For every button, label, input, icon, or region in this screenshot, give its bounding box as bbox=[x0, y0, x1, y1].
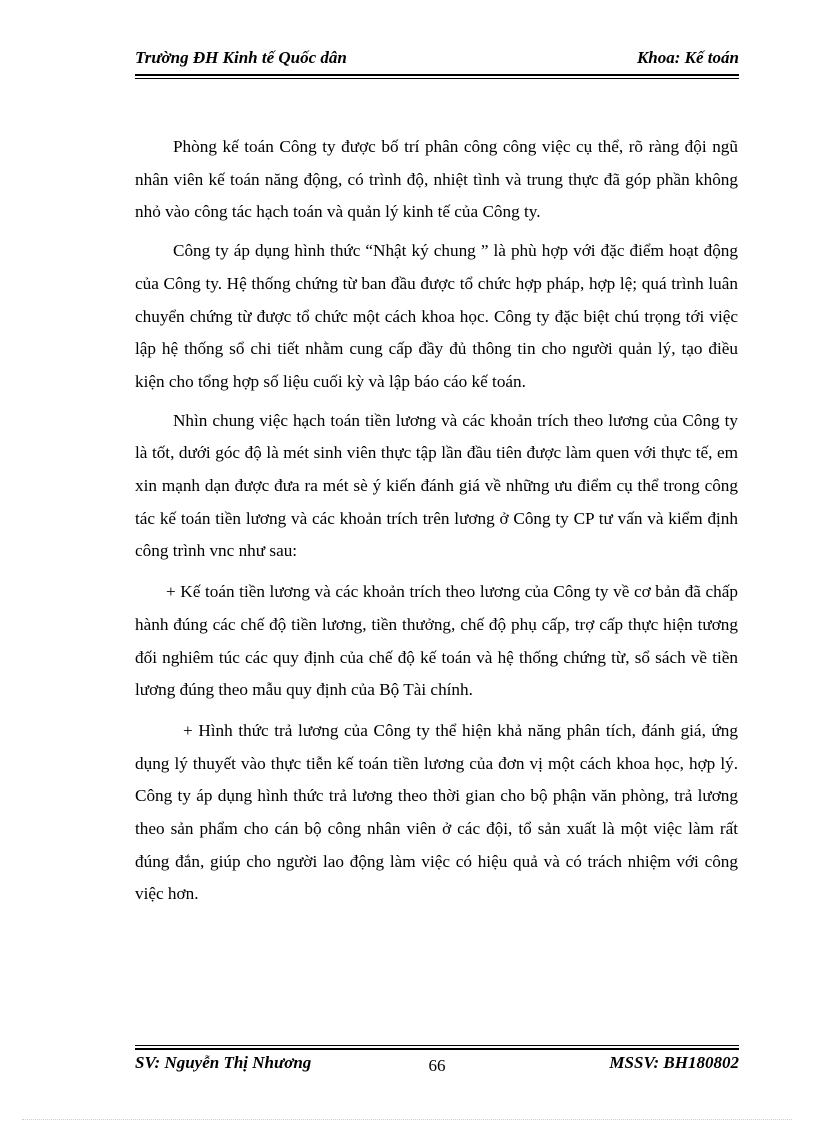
page-bottom-edge bbox=[22, 1119, 792, 1120]
page-header bbox=[135, 48, 739, 74]
paragraph-accounting-department: Phòng kế toán Công ty được bố trí phân công công việc cụ thể, rõ ràng đội ngũ nhân viên kế toán năng động, có trình độ, nhiệt tình và trung thực đã góp phần không nhỏ vào công tác hạch toán và quản lý kinh tế của Công ty. bbox=[135, 137, 738, 222]
paragraph-bullet-payment-form: + Hình thức trả lương của Công ty thể hiện khả năng phân tích, đánh giá, ứng dụng lý thuyết vào thực tiễn kế toán tiền lương của đơn vị một cách khoa học, hợp lý. Công ty áp dụng hình thức trả lương theo thời gian cho bộ phận văn phòng, trả lương theo sản phẩm cho cán bộ công nhân viên ở các đội, tổ sản xuất là một việc làm rất đúng đắn, giúp cho người lao động làm việc có hiệu quả và có trách nhiệm với công việc hơn. bbox=[135, 720, 738, 904]
header-rule-thin bbox=[135, 78, 739, 79]
footer-student-id: MSSV: BH180802 bbox=[609, 1053, 739, 1072]
paragraph-overall-assessment: Nhìn chung việc hạch toán tiền lương và các khoản trích theo lương của Công ty là tốt, dưới góc độ là mét sinh viên thực tập lần đầu tiên được làm quen với thực tế, em xin mạnh dạn được đưa ra mét sè ý kiến đánh giá về những ưu điểm cụ thể trong công tác kế toán tiền lương và các khoản trích trên lương ở Công ty CP tư vấn và kiểm định công trình vnc như sau: bbox=[135, 410, 738, 561]
page-footer bbox=[135, 1053, 739, 1079]
footer-rule-thick bbox=[135, 1048, 739, 1050]
paragraph-bullet-compliance: + Kế toán tiền lương và các khoản trích theo lương của Công ty về cơ bản đã chấp hành đúng các chế độ tiền lương, tiền thưởng, chế độ phụ cấp, trợ cấp thực hiện tương đối nghiêm túc các quy định của chế độ kế toán và hệ thống chứng từ, sổ sách về tiền lương đúng theo mẫu quy định của Bộ Tài chính. bbox=[135, 582, 738, 700]
paragraph-journal-form: Công ty áp dụng hình thức “Nhật ký chung ” là phù hợp với đặc điểm hoạt động của Công ty. Hệ thống chứng từ ban đầu được tổ chức hợp pháp, hợp lệ; quá trình luân chuyển chứng từ được tổ chức một cách khoa học. Công ty đặc biệt chú trọng tới việc lập hệ thống sổ chi tiết nhằm cung cấp đầy đủ thông tin cho người quản lý, tạo điều kiện cho tổng hợp số liệu cuối kỳ và lập báo cáo kế toán. bbox=[135, 241, 738, 391]
page-number: 66 bbox=[428, 1056, 446, 1075]
footer-student-name: SV: Nguyễn Thị Nhương bbox=[135, 1053, 312, 1072]
header-faculty: Khoa: Kế toán bbox=[636, 48, 739, 67]
header-rule-thick bbox=[135, 74, 739, 76]
header-university: Trường ĐH Kinh tế Quốc dân bbox=[135, 48, 347, 67]
body-text bbox=[135, 131, 738, 911]
footer-rule-thin bbox=[135, 1045, 739, 1046]
